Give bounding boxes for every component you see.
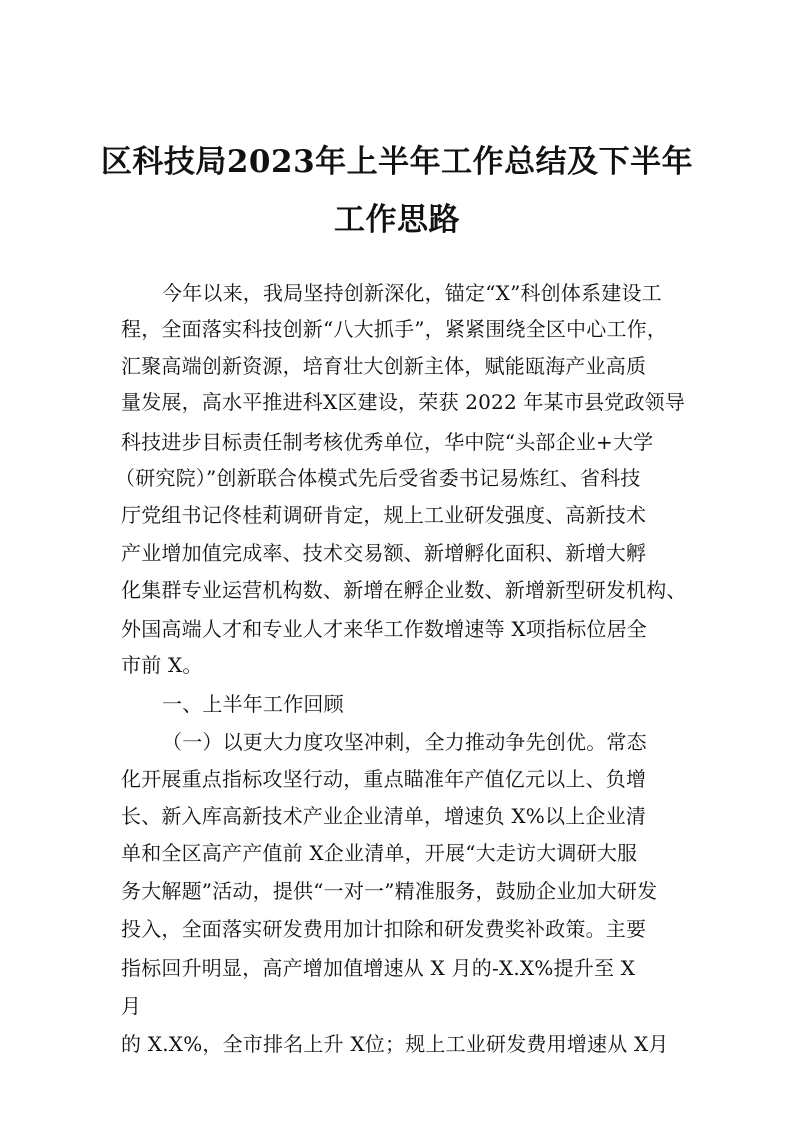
paragraph-line: 程，全面落实科技创新“八大抓手”，紧紧围绕全区中心工作， [121, 317, 668, 341]
paragraph-line: 单和全区高产产值前 X企业清单，开展“大走访大调研大服 [121, 841, 638, 865]
paragraph-line: 汇聚高端创新资源，培育壮大创新主体，赋能瓯海产业高质 [121, 354, 647, 378]
paragraph-line: 厅党组书记佟桂莉调研肯定，规上工业研发强度、高新技术 [121, 503, 647, 527]
paragraph-line: 指标回升明显，高产增加值增速从 X 月的-X.X%提升至 X [121, 956, 636, 980]
paragraph-line: （研究院）”创新联合体模式先后受省委书记易炼红、省科技 [115, 466, 641, 490]
paragraph-line: 科技进步目标责任制考核优秀单位，华中院“头部企业+大学 [121, 430, 654, 454]
paragraph-line: 投入，全面落实研发费用加计扣除和研发费奖补政策。主要 [121, 917, 647, 941]
paragraph-line: 今年以来，我局坚持创新深化，锚定“X”科创体系建设工 [162, 281, 662, 305]
document-title-line-2: 工作思路 [334, 202, 460, 238]
paragraph-line: 务大解题”活动，提供“一对一”精准服务，鼓励企业加大研发 [121, 879, 658, 903]
paragraph-line: 产业增加值完成率、技术交易额、新增孵化面积、新增大孵 [121, 541, 647, 565]
paragraph-line: 化开展重点指标攻坚行动，重点瞄准年产值亿元以上、负增 [121, 767, 647, 791]
paragraph-line: 化集群专业运营机构数、新增在孵企业数、新增新型研发机构、 [121, 578, 687, 602]
subsection-heading: （一）以更大力度攻坚冲刺，全力推动争先创优。常态 [162, 730, 647, 754]
paragraph-line: 量发展，高水平推进科X区建设，荣获 2022 年某市县党政领导 [121, 390, 686, 414]
document-title-line-1: 区科技局2023年上半年工作总结及下半年 [100, 144, 694, 180]
paragraph-line: 外国高端人才和专业人才来华工作数增速等 X项指标位居全 [121, 617, 647, 641]
paragraph-line: 市前 X。 [121, 653, 203, 677]
paragraph-line: 的 X.X%，全市排名上升 X位；规上工业研发费用增速从 X月 [121, 1032, 669, 1056]
paragraph-line: 月 [121, 994, 142, 1018]
section-heading: 一、上半年工作回顾 [162, 692, 344, 716]
paragraph-line: 长、新入库高新技术产业企业清单，增速负 X%以上企业清 [121, 804, 646, 828]
